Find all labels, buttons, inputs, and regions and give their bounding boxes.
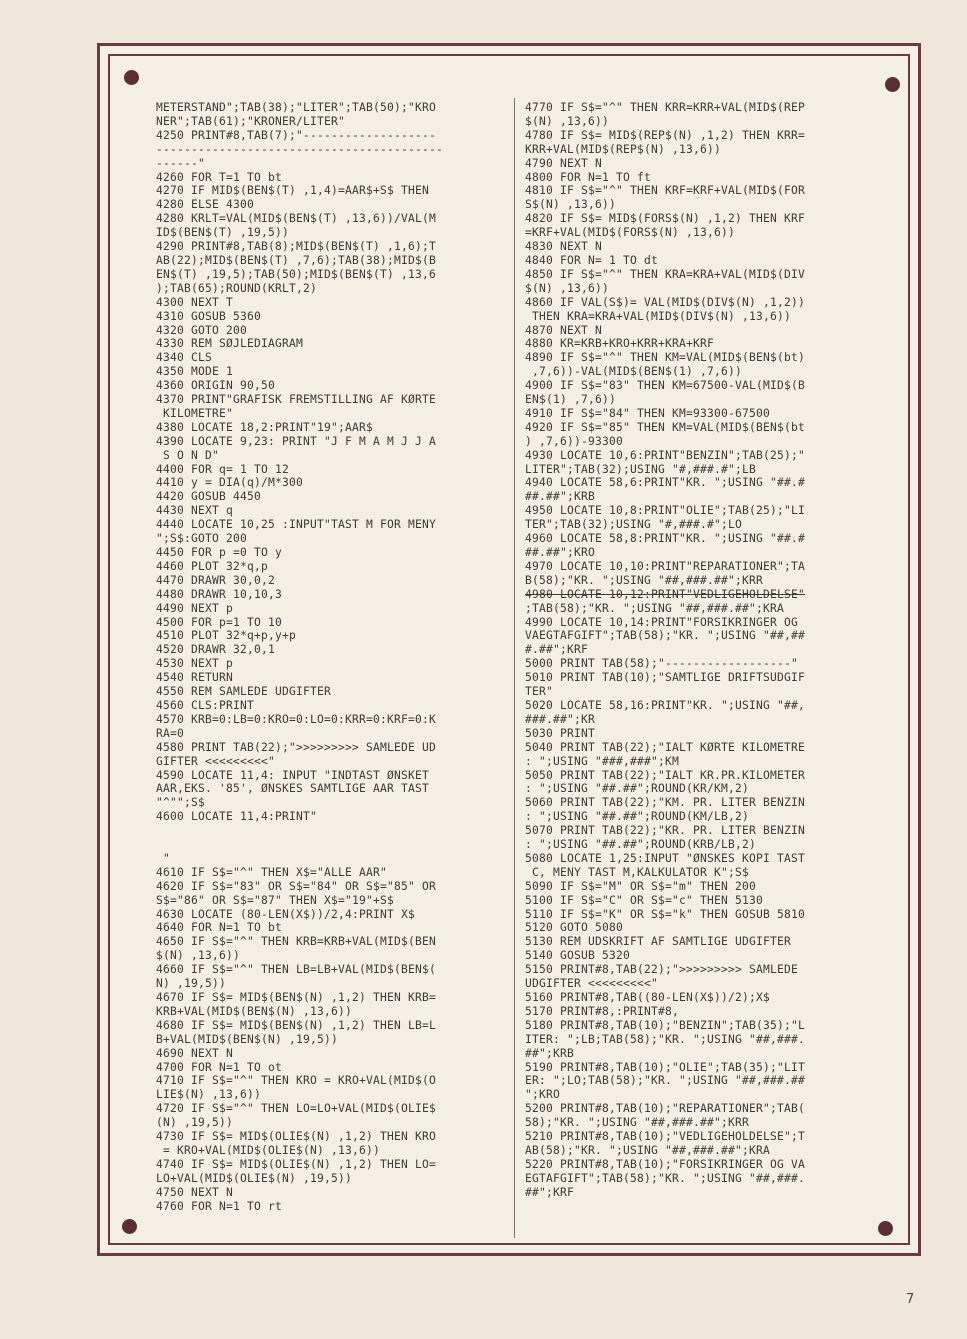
code-line: 5200 PRINT#8,TAB(10);"REPARATIONER";TAB( [525, 1102, 806, 1116]
code-line: ##.##";KRB [525, 490, 596, 504]
code-line: ##.##";KRO [525, 546, 596, 559]
code-line: 4470 DRAWR 30,0,2 [156, 573, 276, 587]
code-line: KILOMETRE" [156, 406, 234, 420]
code-line: AAR,EKS. '85', ØNSKES SAMTLIGE AAR TAST [156, 782, 430, 796]
code-line: 4500 FOR p=1 TO 10 [156, 615, 283, 629]
code-line: NER";TAB(61);"KRONER/LITER" [156, 114, 346, 128]
code-line: 5030 PRINT [525, 726, 596, 740]
corner-dot-top-left [124, 70, 139, 85]
code-line: KRB+VAL(MID$(BEN$(N) ,13,6)) [156, 1004, 353, 1018]
code-line: ;TAB(58);"KR. ";USING "##,###.##";KRA [525, 601, 785, 615]
code-line: 4780 IF S$= MID$(REP$(N) ,1,2) THEN KRR= [525, 128, 806, 142]
listing-right-column [525, 101, 859, 1200]
code-line: : ";USING "##.##";ROUND(KR/KM,2) [525, 782, 750, 796]
code-line: 4830 NEXT N [525, 240, 603, 254]
code-line: 4620 IF S$="83" OR S$="84" OR S$="85" OR [156, 879, 437, 893]
code-line: S O N D" [156, 448, 220, 462]
code-line: AB(22);MID$(BEN$(T) ,7,6);TAB(38);MID$(B [156, 253, 437, 267]
code-line: 4970 LOCATE 10,10:PRINT"REPARATIONER";TA [525, 559, 806, 573]
code-line: ID$(BEN$(T) ,19,5)) [156, 226, 290, 240]
code-line: KRR+VAL(MID$(REP$(N) ,13,6)) [525, 142, 722, 156]
code-line: ,7,6))-VAL(MID$(BEN$(1) ,7,6)) [525, 365, 743, 379]
code-line [156, 838, 492, 852]
code-line: ";S$:GOTO 200 [156, 532, 248, 546]
column-divider [514, 98, 515, 1238]
code-line: 4920 IF S$="85" THEN KM=VAL(MID$(BEN$(bt [525, 420, 806, 434]
code-line: 4630 LOCATE (80-LEN(X$))/2,4:PRINT X$ [156, 907, 416, 921]
code-line: 4740 IF S$= MID$(OLIE$(N) ,1,2) THEN LO= [156, 1157, 437, 1171]
code-line: 4320 GOTO 200 [156, 323, 248, 337]
code-line: 4300 NEXT T [156, 295, 234, 309]
code-line: B(58);"KR. ";USING "##,###.##";KRR [525, 573, 764, 587]
code-line: C, MENY TAST M,KALKULATOR K";S$ [525, 865, 750, 879]
code-line: EN$(T) ,19,5);TAB(50);MID$(BEN$(T) ,13,6 [156, 267, 437, 281]
code-line: : ";USING "##.##";ROUND(KM/LB,2) [525, 810, 750, 824]
code-line: ----------------------------------------- [156, 142, 444, 156]
code-line: 4660 IF S$="^" THEN LB=LB+VAL(MID$(BEN$( [156, 963, 437, 977]
code-line: 4250 PRINT#8,TAB(7);"------------------- [156, 128, 437, 142]
code-line: 5000 PRINT TAB(58);"------------------" [525, 657, 799, 671]
code-line [156, 824, 492, 838]
code-line: : ";USING "###,###";KM [525, 754, 680, 768]
code-line: 5060 PRINT TAB(22);"KM. PR. LITER BENZIN [525, 796, 806, 810]
corner-dot-bottom-right [878, 1221, 893, 1236]
code-line: );TAB(65);ROUND(KRLT,2) [156, 281, 318, 295]
code-line: ITER: ";LB;TAB(58);"KR. ";USING "##,###. [525, 1032, 806, 1046]
code-line: VAEGTAFGIFT";TAB(58);"KR. ";USING "##,## [525, 629, 806, 643]
code-line: 4380 LOCATE 18,2:PRINT"19";AAR$ [156, 420, 374, 434]
code-line: 4390 LOCATE 9,23: PRINT "J F M A M J J A [156, 434, 437, 448]
code-line: ##";KRB [525, 1046, 575, 1060]
code-line: 4930 LOCATE 10,6:PRINT"BENZIN";TAB(25);" [525, 448, 806, 462]
code-line: $(N) ,13,6)) [525, 114, 610, 128]
code-line: 4580 PRINT TAB(22);">>>>>>>>> SAMLEDE UD [156, 740, 437, 754]
code-line: ##";KRF [525, 1185, 575, 1199]
code-line: ###.##";KR [525, 712, 596, 726]
code-line: 5050 PRINT TAB(22);"IALT KR.PR.KILOMETER [525, 768, 806, 782]
corner-dot-top-right [885, 77, 900, 92]
code-line: 4850 IF S$="^" THEN KRA=KRA+VAL(MID$(DIV [525, 267, 806, 281]
code-line: 4980 LOCATE 10,12:PRINT"VEDLIGEHOLDELSE" [525, 587, 806, 601]
code-line: 4650 IF S$="^" THEN KRB=KRB+VAL(MID$(BEN [156, 935, 437, 949]
code-line: RA=0 [156, 726, 185, 740]
code-line: 4960 LOCATE 58,8:PRINT"KR. ";USING "##.# [525, 532, 806, 546]
code-line: 4790 NEXT N [525, 156, 603, 170]
code-line: =KRF+VAL(MID$(FORS$(N) ,13,6)) [525, 226, 736, 240]
code-line: 5210 PRINT#8,TAB(10);"VEDLIGEHOLDELSE";T [525, 1130, 806, 1144]
code-line: 4260 FOR T=1 TO bt [156, 170, 283, 184]
code-line: 4770 IF S$="^" THEN KRR=KRR+VAL(MID$(REP [525, 101, 806, 114]
code-line: 4760 FOR N=1 TO rt [156, 1199, 283, 1213]
code-line: METERSTAND";TAB(38);"LITER";TAB(50);"KRO [156, 101, 437, 114]
listing-left-column [156, 101, 492, 1213]
code-line: 4310 GOSUB 5360 [156, 309, 262, 323]
code-line: UDGIFTER <<<<<<<<<" [525, 977, 659, 991]
code-line: 4280 KRLT=VAL(MID$(BEN$(T) ,13,6))/VAL(M [156, 212, 437, 226]
code-line: 4370 PRINT"GRAFISK FREMSTILLING AF KØRTE [156, 393, 437, 407]
code-line: 5020 LOCATE 58,16:PRINT"KR. ";USING "##, [525, 698, 806, 712]
code-line: 5120 GOTO 5080 [525, 921, 624, 935]
code-line: 58);"KR. ";USING "##,###.##";KRR [525, 1116, 750, 1130]
code-line: #.##";KRF [525, 643, 589, 657]
code-line: LITER";TAB(32);USING "#,###.#";LB [525, 462, 757, 476]
code-line: 4410 y = DIA(q)/M*300 [156, 476, 304, 490]
corner-dot-bottom-left [122, 1219, 137, 1234]
code-line: 4910 IF S$="84" THEN KM=93300-67500 [525, 406, 771, 420]
code-line: 4690 NEXT N [156, 1046, 234, 1060]
code-line: 4990 LOCATE 10,14:PRINT"FORSIKRINGER OG [525, 615, 799, 629]
code-line: ------" [156, 156, 206, 170]
code-line: 4450 FOR p =0 TO y [156, 546, 283, 559]
code-line: 4720 IF S$="^" THEN LO=LO+VAL(MID$(OLIE$ [156, 1102, 437, 1116]
page-frame [97, 43, 921, 1256]
code-line: 5140 GOSUB 5320 [525, 949, 631, 963]
code-line: 4840 FOR N= 1 TO dt [525, 253, 659, 267]
code-line: 5040 PRINT TAB(22);"IALT KØRTE KILOMETRE [525, 740, 806, 754]
code-line: S$="86" OR S$="87" THEN X$="19"+S$ [156, 893, 395, 907]
code-line: 5070 PRINT TAB(22);"KR. PR. LITER BENZIN [525, 824, 806, 838]
code-line: S$(N) ,13,6)) [525, 198, 617, 212]
code-line: 4800 FOR N=1 TO ft [525, 170, 652, 184]
code-line: EGTAFGIFT";TAB(58);"KR. ";USING "##,###. [525, 1171, 806, 1185]
code-line: 4750 NEXT N [156, 1185, 234, 1199]
code-line: 5180 PRINT#8,TAB(10);"BENZIN";TAB(35);"L [525, 1018, 806, 1032]
code-line: 4710 IF S$="^" THEN KRO = KRO+VAL(MID$(O [156, 1074, 437, 1088]
code-line: 4940 LOCATE 58,6:PRINT"KR. ";USING "##.# [525, 476, 806, 490]
code-line: LO+VAL(MID$(OLIE$(N) ,19,5)) [156, 1171, 353, 1185]
code-line: 4610 IF S$="^" THEN X$="ALLE AAR" [156, 865, 388, 879]
code-line: 4290 PRINT#8,TAB(8);MID$(BEN$(T) ,1,6);T [156, 240, 437, 254]
code-line: 4340 CLS [156, 351, 213, 365]
code-line: 4880 KR=KRB+KRO+KRR+KRA+KRF [525, 337, 715, 351]
code-line: 4440 LOCATE 10,25 :INPUT"TAST M FOR MENY [156, 518, 437, 532]
code-line: 4680 IF S$= MID$(BEN$(N) ,1,2) THEN LB=L [156, 1018, 437, 1032]
code-line: 4730 IF S$= MID$(OLIE$(N) ,1,2) THEN KRO [156, 1130, 437, 1144]
code-line: $(N) ,13,6)) [525, 281, 610, 295]
code-line: 4400 FOR q= 1 TO 12 [156, 462, 290, 476]
code-line: " [156, 851, 171, 865]
code-line: 5220 PRINT#8,TAB(10);"FORSIKRINGER OG VA [525, 1157, 806, 1171]
code-line: 5010 PRINT TAB(10);"SAMTLIGE DRIFTSUDGIF [525, 671, 806, 685]
code-line: 4670 IF S$= MID$(BEN$(N) ,1,2) THEN KRB= [156, 990, 437, 1004]
code-line: ER: ";LO;TAB(58);"KR. ";USING "##,###.## [525, 1074, 806, 1088]
code-line: ) ,7,6))-93300 [525, 434, 624, 448]
code-line: 4430 NEXT q [156, 504, 234, 518]
code-line: 4870 NEXT N [525, 323, 603, 337]
code-line: LIE$(N) ,13,6)) [156, 1088, 262, 1102]
code-line: 4640 FOR N=1 TO bt [156, 921, 283, 935]
code-line: 4560 CLS:PRINT [156, 698, 255, 712]
code-line: 4520 DRAWR 32,0,1 [156, 643, 276, 657]
code-line: 5110 IF S$="K" OR S$="k" THEN GOSUB 5810 [525, 907, 806, 921]
code-line: 5190 PRINT#8,TAB(10);"OLIE";TAB(35);"LIT [525, 1060, 806, 1074]
code-line: 5160 PRINT#8,TAB((80-LEN(X$))/2);X$ [525, 991, 771, 1004]
code-line: AB(58);"KR. ";USING "##,###.##";KRA [525, 1143, 771, 1157]
code-line: 4810 IF S$="^" THEN KRF=KRF+VAL(MID$(FOR [525, 184, 806, 198]
code-line: 4490 NEXT p [156, 601, 234, 615]
code-line: 5170 PRINT#8,:PRINT#8, [525, 1004, 680, 1018]
code-line: 4700 FOR N=1 TO ot [156, 1060, 283, 1074]
code-line: 4950 LOCATE 10,8:PRINT"OLIE";TAB(25);"LI [525, 504, 806, 518]
code-line: 4360 ORIGIN 90,50 [156, 379, 276, 393]
code-line: TER" [525, 685, 554, 699]
code-line: 4510 PLOT 32*q+p,y+p [156, 629, 297, 643]
code-line: B+VAL(MID$(BEN$(N) ,19,5)) [156, 1032, 339, 1046]
code-line: $(N) ,13,6)) [156, 949, 241, 963]
code-line: 4900 IF S$="83" THEN KM=67500-VAL(MID$(B [525, 379, 806, 393]
code-line: 4330 REM SØJLEDIAGRAM [156, 337, 304, 351]
code-line: 4540 RETURN [156, 671, 234, 685]
code-line: 4460 PLOT 32*q,p [156, 559, 269, 573]
code-line: 4860 IF VAL(S$)= VAL(MID$(DIV$(N) ,1,2)) [525, 295, 806, 309]
code-line: 4890 IF S$="^" THEN KM=VAL(MID$(BEN$(bt) [525, 351, 806, 365]
code-line: (N) ,19,5)) [156, 1116, 234, 1130]
code-line: 4480 DRAWR 10,10,3 [156, 587, 283, 601]
code-line: 4550 REM SAMLEDE UDGIFTER [156, 685, 332, 699]
code-line: "^"";S$ [156, 796, 206, 810]
page-number: 7 [906, 1292, 915, 1307]
code-line: N) ,19,5)) [156, 977, 227, 991]
code-line: 4420 GOSUB 4450 [156, 490, 262, 504]
code-line: 4570 KRB=0:LB=0:KRO=0:LO=0:KRR=0:KRF=0:K [156, 712, 437, 726]
code-line: 4280 ELSE 4300 [156, 198, 255, 212]
code-line: 4530 NEXT p [156, 657, 234, 671]
code-line: GIFTER <<<<<<<<<" [156, 754, 276, 768]
code-line: 4600 LOCATE 11,4:PRINT" [156, 810, 318, 824]
code-line: 4820 IF S$= MID$(FORS$(N) ,1,2) THEN KRF [525, 212, 806, 226]
code-line: = KRO+VAL(MID$(OLIE$(N) ,13,6)) [156, 1143, 381, 1157]
code-line: : ";USING "##.##";ROUND(KRB/LB,2) [525, 838, 757, 852]
code-line: 5080 LOCATE 1,25:INPUT "ØNSKES KOPI TAST [525, 851, 806, 865]
code-line: 5090 IF S$="M" OR S$="m" THEN 200 [525, 879, 757, 893]
code-line: 4350 MODE 1 [156, 365, 234, 379]
code-line: 4590 LOCATE 11,4: INPUT "INDTAST ØNSKET [156, 768, 430, 782]
code-line: 5150 PRINT#8,TAB(22);">>>>>>>>> SAMLEDE [525, 963, 799, 977]
code-line: 5100 IF S$="C" OR S$="c" THEN 5130 [525, 893, 764, 907]
code-line: TER";TAB(32);USING "#,###.#";LO [525, 518, 743, 532]
code-line: ";KRO [525, 1088, 561, 1102]
code-line: 4270 IF MID$(BEN$(T) ,1,4)=AAR$+S$ THEN [156, 184, 430, 198]
code-line: 5130 REM UDSKRIFT AF SAMTLIGE UDGIFTER [525, 935, 792, 949]
code-line: EN$(1) ,7,6)) [525, 393, 617, 407]
code-line: THEN KRA=KRA+VAL(MID$(DIV$(N) ,13,6)) [525, 309, 792, 323]
